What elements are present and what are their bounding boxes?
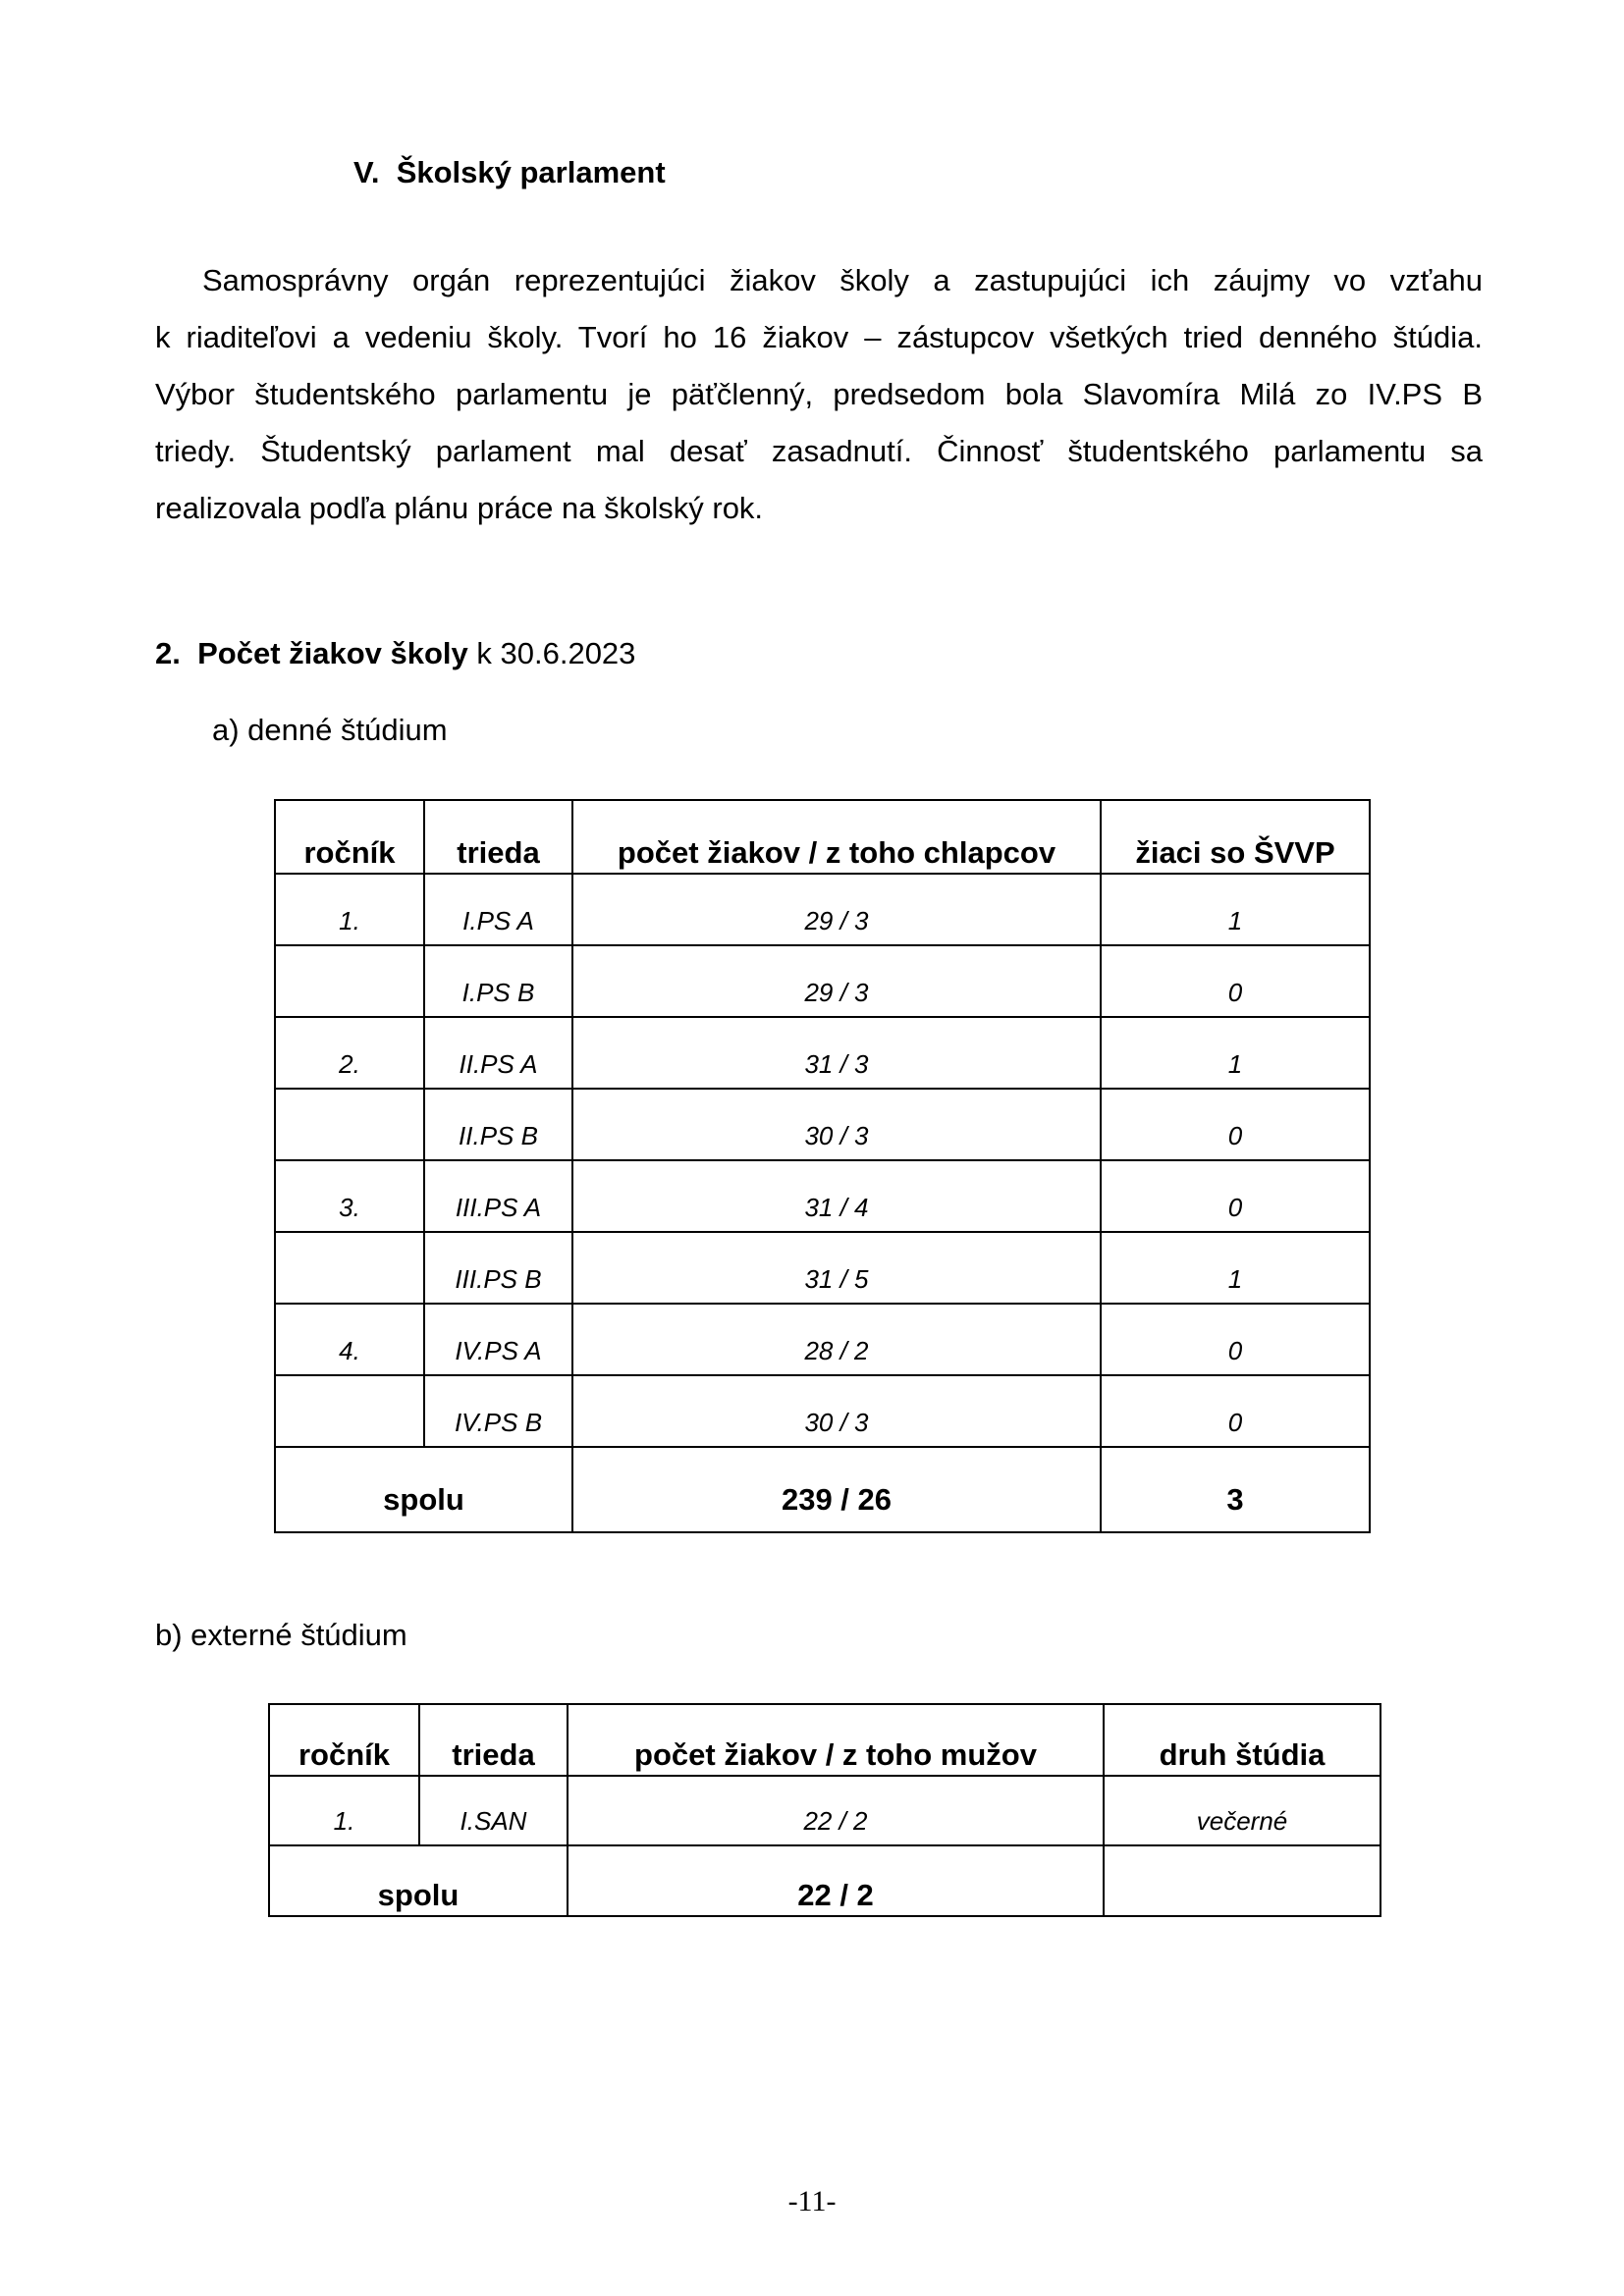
cell-pocet: 30 / 3 <box>572 1375 1101 1447</box>
header-trieda: trieda <box>419 1704 568 1776</box>
cell-svvp: 0 <box>1101 1375 1370 1447</box>
cell-rocnik <box>275 1089 424 1160</box>
external-study-label: b) externé štúdium <box>155 1618 407 1652</box>
cell-trieda: IV.PS B <box>424 1375 572 1447</box>
paragraph-line: k riaditeľovi a vedeniu školy. Tvorí ho 16 žiakov – zástupcov všetkých tried denného štúdia. <box>155 320 1483 354</box>
cell-svvp: 0 <box>1101 945 1370 1017</box>
cell-rocnik: 1. <box>269 1776 419 1845</box>
cell-rocnik: 3. <box>275 1160 424 1232</box>
table-row <box>275 1089 1370 1160</box>
cell-pocet: 29 / 3 <box>572 874 1101 945</box>
section-heading <box>353 155 666 190</box>
header-pocet: počet žiakov / z toho mužov <box>568 1704 1104 1776</box>
cell-pocet: 28 / 2 <box>572 1304 1101 1375</box>
header-rocnik: ročník <box>275 800 424 874</box>
header-druh: druh štúdia <box>1104 1704 1380 1776</box>
cell-pocet: 31 / 3 <box>572 1017 1101 1089</box>
total-label: spolu <box>275 1447 572 1532</box>
cell-rocnik <box>275 945 424 1017</box>
cell-trieda: I.SAN <box>419 1776 568 1845</box>
cell-rocnik: 2. <box>275 1017 424 1089</box>
table-total-row <box>275 1447 1370 1532</box>
paragraph-line: triedy. Študentský parlament mal desať zasadnutí. Činnosť študentského parlamentu sa <box>155 434 1483 468</box>
cell-svvp: 0 <box>1101 1089 1370 1160</box>
header-rocnik: ročník <box>269 1704 419 1776</box>
table-row <box>275 945 1370 1017</box>
paragraph-line: Samosprávny orgán reprezentujúci žiakov školy a zastupujúci ich záujmy vo vzťahu <box>202 263 1483 297</box>
cell-rocnik: 1. <box>275 874 424 945</box>
cell-trieda: IV.PS A <box>424 1304 572 1375</box>
count-number: 2. <box>155 636 181 670</box>
total-pocet: 22 / 2 <box>568 1845 1104 1916</box>
cell-pocet: 30 / 3 <box>572 1089 1101 1160</box>
page-number: -11- <box>787 2185 837 2217</box>
cell-trieda: I.PS B <box>424 945 572 1017</box>
total-druh <box>1104 1845 1380 1916</box>
table-row <box>275 1375 1370 1447</box>
cell-rocnik <box>275 1232 424 1304</box>
table-row <box>275 1304 1370 1375</box>
cell-trieda: III.PS A <box>424 1160 572 1232</box>
table-row <box>275 1232 1370 1304</box>
cell-trieda: II.PS B <box>424 1089 572 1160</box>
day-study-label: a) denné štúdium <box>212 713 448 747</box>
section-number: V. <box>353 155 380 189</box>
day-study-table <box>274 799 1371 1533</box>
cell-pocet: 31 / 4 <box>572 1160 1101 1232</box>
table-header-row <box>269 1704 1380 1776</box>
header-pocet: počet žiakov / z toho chlapcov <box>572 800 1101 874</box>
table-total-row <box>269 1845 1380 1916</box>
parliament-paragraph <box>155 252 1483 537</box>
cell-druh: večerné <box>1104 1776 1380 1845</box>
cell-svvp: 1 <box>1101 1232 1370 1304</box>
cell-svvp: 0 <box>1101 1304 1370 1375</box>
table-row <box>275 1160 1370 1232</box>
count-title: Počet žiakov školy <box>197 636 468 670</box>
total-svvp: 3 <box>1101 1447 1370 1532</box>
cell-trieda: II.PS A <box>424 1017 572 1089</box>
table-header-row <box>275 800 1370 874</box>
cell-pocet: 29 / 3 <box>572 945 1101 1017</box>
cell-trieda: I.PS A <box>424 874 572 945</box>
total-label: spolu <box>269 1845 568 1916</box>
table-row <box>275 1017 1370 1089</box>
cell-svvp: 0 <box>1101 1160 1370 1232</box>
table-row <box>269 1776 1380 1845</box>
paragraph-line: realizovala podľa plánu práce na školský rok. <box>155 491 764 525</box>
cell-rocnik: 4. <box>275 1304 424 1375</box>
cell-pocet: 22 / 2 <box>568 1776 1104 1845</box>
count-heading <box>155 636 635 671</box>
cell-trieda: III.PS B <box>424 1232 572 1304</box>
paragraph-line: Výbor študentského parlamentu je päťčlenný, predsedom bola Slavomíra Milá zo IV.PS B <box>155 377 1483 411</box>
table-row <box>275 874 1370 945</box>
total-pocet: 239 / 26 <box>572 1447 1101 1532</box>
cell-pocet: 31 / 5 <box>572 1232 1101 1304</box>
header-svvp: žiaci so ŠVVP <box>1101 800 1370 874</box>
cell-svvp: 1 <box>1101 1017 1370 1089</box>
count-date: k 30.6.2023 <box>467 636 636 670</box>
section-title: Školský parlament <box>396 155 666 189</box>
external-study-table <box>268 1703 1381 1917</box>
cell-rocnik <box>275 1375 424 1447</box>
header-trieda: trieda <box>424 800 572 874</box>
cell-svvp: 1 <box>1101 874 1370 945</box>
